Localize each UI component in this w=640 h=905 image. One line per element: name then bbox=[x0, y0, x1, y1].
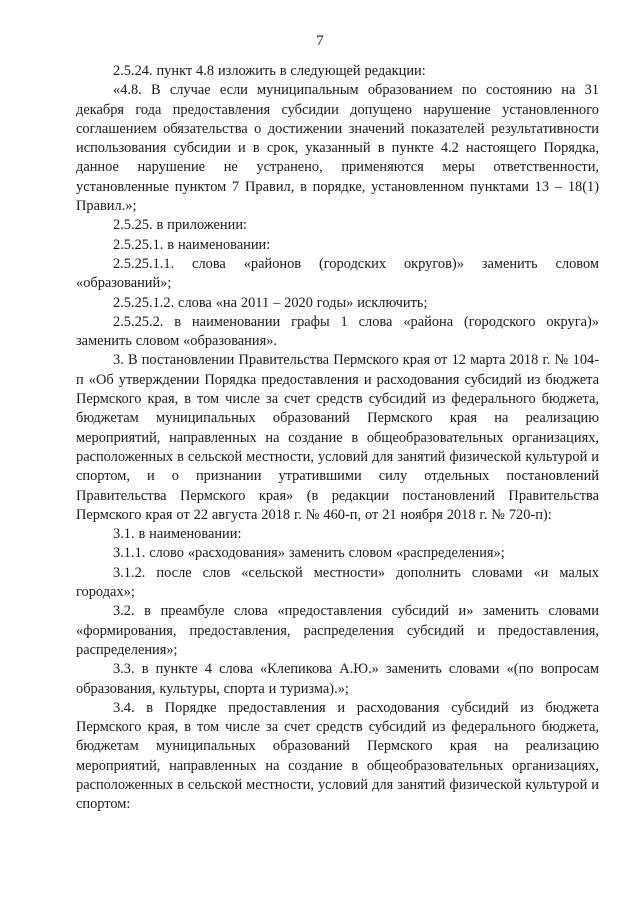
paragraph-2-5-25: 2.5.25. в приложении: bbox=[113, 217, 248, 234]
paragraph-3-1-1: 3.1.1. слово «расходования» заменить словом «распределения»; bbox=[113, 545, 505, 562]
paragraph-2-5-25-2: 2.5.25.2. в наименовании графы 1 слова «района (городского округа)» заменить словом «образования». bbox=[76, 313, 599, 350]
paragraph-3-4: 3.4. в Порядке предоставления и расходования субсидий из бюджета Пермского края, в том числе за счет средств субсидий из федерального бюджета, бюджетам муниципальных образований Пермского края на реализацию мероприятий, направленных на создание в общеобразовательных организациях, расположенных в сельской местности, условий для занятий физической культурой и спортом: bbox=[76, 699, 599, 813]
paragraph-2-5-25-1-1: 2.5.25.1.1. слова «районов (городских округов)» заменить словом «образований»; bbox=[76, 255, 599, 292]
paragraph-2-5-25-1: 2.5.25.1. в наименовании: bbox=[113, 236, 271, 253]
paragraph-2-5-24: 2.5.24. пункт 4.8 изложить в следующей редакции: bbox=[113, 63, 426, 79]
paragraph-3-1-2: 3.1.2. после слов «сельской местности» дополнить словами «и малых городах»; bbox=[76, 564, 599, 601]
paragraph-3-1: 3.1. в наименовании: bbox=[113, 526, 242, 543]
paragraph-3: 3. В постановлении Правительства Пермского края от 12 марта 2018 г. № 104-п «Об утверждении Порядка предоставления и расходования субсидий из бюджета Пермского края, в том числе за счет средств субсидий из федерального бюджета, бюджетам муниципальных образований Пермского края на реализацию мероприятий, направленных на создание в общеобразовательных организациях, расположенных в сельской местности, условий для занятий физической культурой и спортом, и о признании утратившими силу отдельных постановлений Правительства Пермского края» (в редакции постановлений Правительства Пермского края от 22 августа 2018 г. № 460-п, от 21 ноября 2018 г. № 720-п): bbox=[76, 352, 599, 523]
paragraph-3-2: 3.2. в преамбуле слова «предоставления субсидий и» заменить словами «формирования, предоставления, распределения субсидий и предоставления, распределения»; bbox=[76, 603, 599, 658]
paragraph-3-3: 3.3. в пункте 4 слова «Клепикова А.Ю.» заменить словами «(по вопросам образования, культуры, спорта и туризма).»; bbox=[76, 661, 599, 697]
page-number: 7 bbox=[316, 33, 324, 49]
paragraph-2-5-25-1-2: 2.5.25.1.2. слова «на 2011 – 2020 годы» исключить; bbox=[113, 294, 428, 311]
paragraph-4-8-text: «4.8. В случае если муниципальным образованием по состоянию на 31 декабря года предоставления субсидии допущено нарушение установленного соглашением обязательства о достижении значений показателей результативности использования субсидии и в срок, указанный в пункте 4.2 настоящего Порядка, данное нарушение не устранено, применяются меры ответственности, установленные пунктом 7 Правил, в порядке, установленном пунктами 13 – 18(1) Правил.»; bbox=[76, 82, 599, 215]
document-body bbox=[76, 62, 599, 815]
